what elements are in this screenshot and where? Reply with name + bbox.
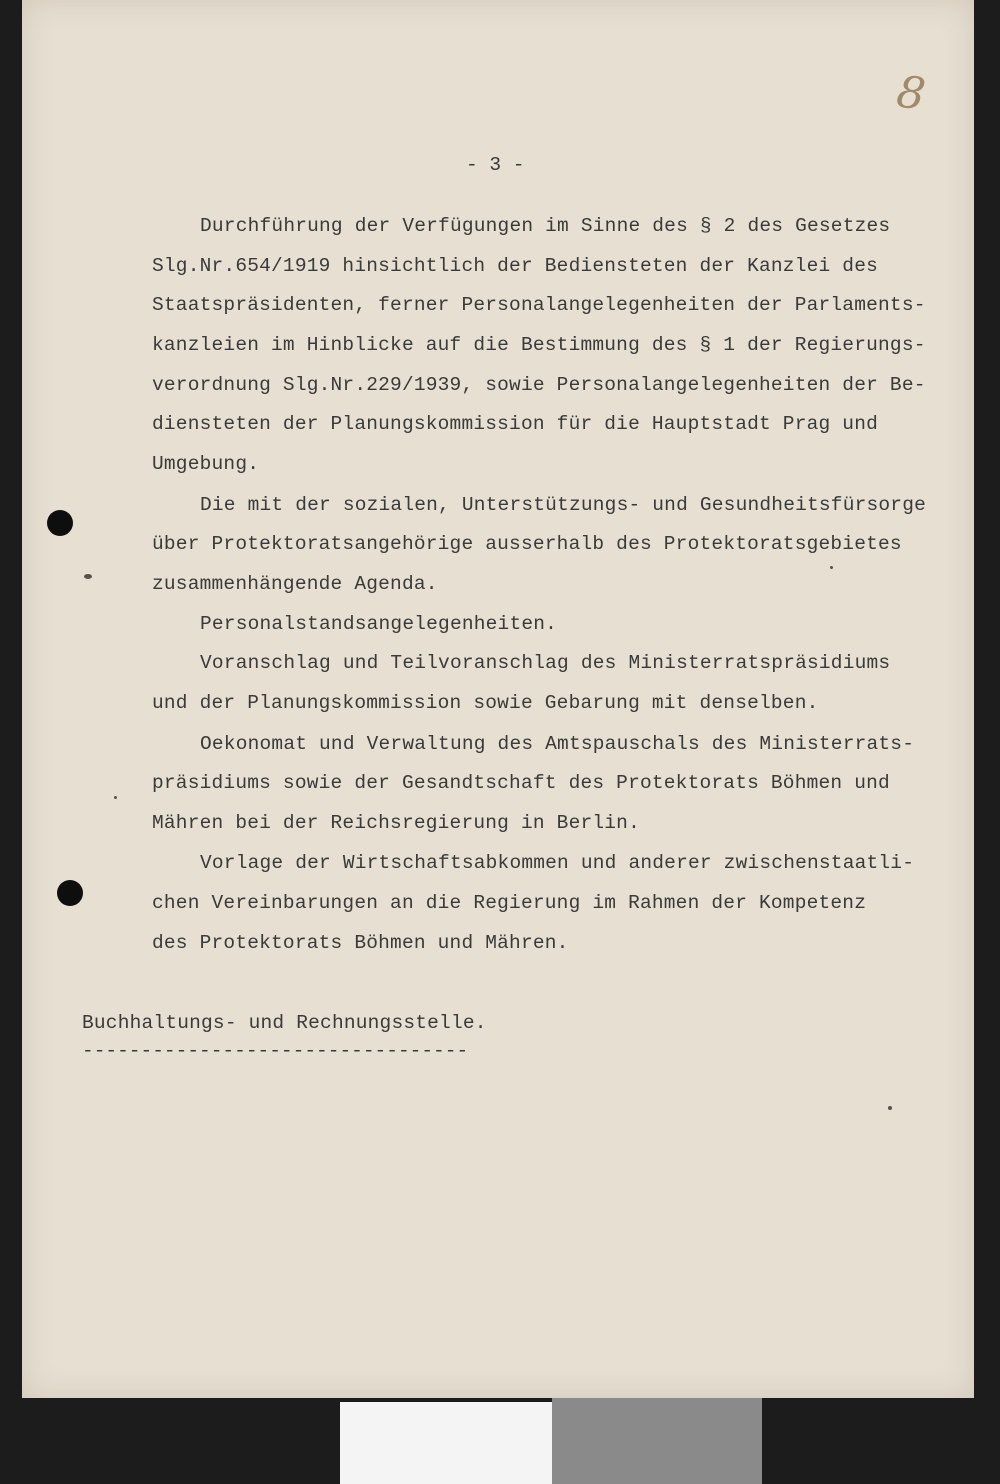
ink-speck bbox=[114, 796, 117, 799]
text-line: Staatspräsidenten, ferner Personalangelegenheiten der Parlaments- bbox=[152, 294, 926, 316]
color-reference-gray bbox=[552, 1398, 762, 1484]
handwritten-page-number: 8 bbox=[893, 66, 929, 121]
page-number: - 3 - bbox=[466, 154, 525, 176]
ink-speck bbox=[830, 566, 833, 569]
text-line: verordnung Slg.Nr.229/1939, sowie Personalangelegenheiten der Be- bbox=[152, 374, 926, 396]
text-line: Umgebung. bbox=[152, 453, 260, 475]
text-line: und der Planungskommission sowie Gebarung mit denselben. bbox=[152, 692, 819, 714]
text-line: Mähren bei der Reichsregierung in Berlin. bbox=[152, 812, 640, 834]
ink-speck bbox=[888, 1106, 892, 1110]
text-line: zusammenhängende Agenda. bbox=[152, 573, 438, 595]
text-line: Durchführung der Verfügungen im Sinne des § 2 des Gesetzes bbox=[200, 215, 891, 237]
text-line: präsidiums sowie der Gesandtschaft des Protektorats Böhmen und bbox=[152, 772, 890, 794]
punch-hole bbox=[57, 880, 83, 906]
text-line: über Protektoratsangehörige ausserhalb des Protektoratsgebietes bbox=[152, 533, 902, 555]
text-line: Personalstandsangelegenheiten. bbox=[200, 613, 558, 635]
text-line: Vorlage der Wirtschaftsabkommen und anderer zwischenstaatli- bbox=[200, 852, 915, 874]
text-line: des Protektorats Böhmen und Mähren. bbox=[152, 932, 569, 954]
section-heading: Buchhaltungs- und Rechnungsstelle. bbox=[82, 1012, 487, 1034]
text-line: Slg.Nr.654/1919 hinsichtlich der Bediensteten der Kanzlei des bbox=[152, 255, 879, 277]
text-line: diensteten der Planungskommission für die Hauptstadt Prag und bbox=[152, 413, 879, 435]
text-line: Voranschlag und Teilvoranschlag des Ministerratspräsidiums bbox=[200, 652, 891, 674]
ink-speck bbox=[84, 574, 92, 579]
text-line: kanzleien im Hinblicke auf die Bestimmung des § 1 der Regierungs- bbox=[152, 334, 926, 356]
text-line: chen Vereinbarungen an die Regierung im Rahmen der Kompetenz bbox=[152, 892, 867, 914]
text-line: Oekonomat und Verwaltung des Amtspauschals des Ministerrats- bbox=[200, 733, 915, 755]
text-line: Die mit der sozialen, Unterstützungs- und Gesundheitsfürsorge bbox=[200, 494, 927, 516]
punch-hole bbox=[47, 510, 73, 536]
document-page bbox=[22, 0, 974, 1398]
heading-underline: --------------------------------- bbox=[82, 1040, 469, 1062]
color-reference-white bbox=[340, 1402, 552, 1484]
